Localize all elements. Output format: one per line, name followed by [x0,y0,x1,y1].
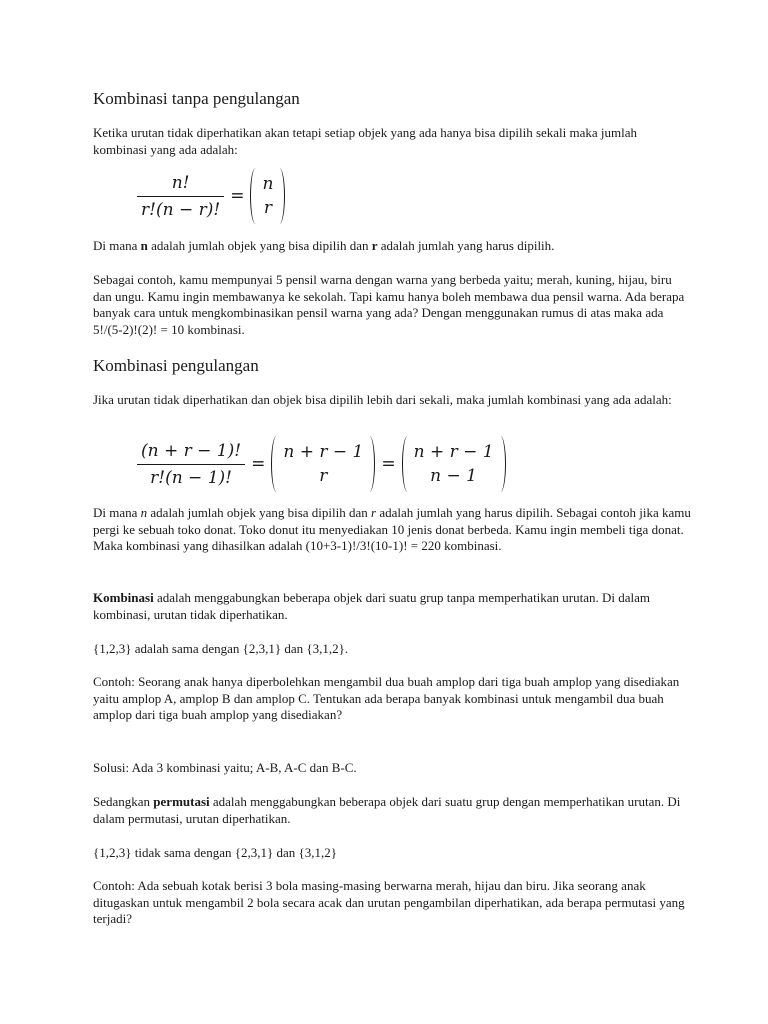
where-prefix: Di mana [93,238,141,253]
where-mid: adalah jumlah objek yang bisa dipilih dan [147,505,371,520]
right-paren [274,168,285,224]
kombinasi-definition-text: adalah menggabungkan beberapa objek dari suatu grup tanpa memperhatikan urutan. Di dalam kombinasi, urutan tidak diperhatikan. [93,590,651,622]
binomial-bottom: n − 1 [430,466,477,486]
formula-combination-repetition [137,440,506,488]
permutasi-prefix: Sedangkan [93,794,154,809]
intro-paragraph-1: Ketika urutan tidak diperhatikan akan tetapi setiap objek yang ada hanya bisa dipilih sekali maka jumlah kombinasi yang ada adalah: [93,125,638,157]
binomial-bottom: r [319,466,328,486]
left-paren [402,436,413,492]
left-paren [271,436,282,492]
kombinasi-contoh: Contoh: Seorang anak hanya diperbolehkan mengambil dua buah amplop dari tiga buah amplop yang disediakan yaitu amplop A, amplop B dan amplop C. Tentukan ada berapa banyak kombinasi untuk mengambil dua buah amplop dari tiga buah amplop yang disediakan? [93,674,680,723]
formula-numerator: n! [137,173,224,197]
binomial-bottom: r [263,198,272,218]
permutasi-definition-text: adalah menggabungkan beberapa objek dari suatu grup dengan memperhatikan urutan. Di dalam permutasi, urutan diperhatikan. [93,794,681,826]
formula-binomial-1 [271,440,375,488]
where-mid: adalah jumlah objek yang bisa dipilih dan [147,238,372,253]
formula-numerator: (n + r − 1)! [137,441,245,465]
kombinasi-definition [93,590,693,623]
var-n: n [140,505,148,520]
permutasi-contoh: Contoh: Ada sebuah kotak berisi 3 bola masing-masing berwarna merah, hijau dan biru. Jika seorang anak ditugaskan untuk mengambil 2 bola secara acak dan urutan pengambilan diperhatikan, ada berapa permutasi yang terjadi? [93,878,685,927]
example-paragraph-1: Sebagai contoh, kamu mempunyai 5 pensil warna dengan warna yang berbeda yaitu; merah, kuning, hijau, biru dan ungu. Kamu ingin membawanya ke sekolah. Tapi kamu hanya boleh membawa dua pensil warna. Ada berapa banyak cara untuk mengkombinasikan pensil warna yang ada? Dengan menggunakan rumus di atas maka ada 5!/(5-2)!(2)! = 10 kombinasi. [93,272,685,337]
permutasi-definition [93,794,693,827]
var-r: r [371,238,378,253]
example-text-2: Sebagai contoh jika kamu pergi ke sebuah toko donat. Toko donut itu menyediakan 10 jenis donat berbeda. Kamu ingin membeli tiga donat. Maka kombinasi yang dihasilkan adalah (10+3-1)!/3!(10-1)! = 220 kombinasi. [93,505,691,554]
right-paren [495,436,506,492]
kombinasi-set-example: {1,2,3} adalah sama dengan {2,3,1} dan {3,1,2}. [93,641,349,656]
binomial-top: n + r − 1 [413,442,494,462]
binomial-top: n [262,174,274,194]
right-paren [364,436,375,492]
formula-denominator: r!(n − r)! [141,199,221,220]
where-suffix: adalah jumlah yang harus dipilih. [376,505,553,520]
intro-paragraph-2: Jika urutan tidak diperhatikan dan objek bisa dipilih lebih dari sekali, maka jumlah kombinasi yang ada adalah: [93,392,672,407]
permutasi-set-example: {1,2,3} tidak sama dengan {2,3,1} dan {3,1,2} [93,845,337,860]
var-n: n [140,238,148,253]
where-paragraph-2 [93,505,693,555]
formula-equals: = [251,454,266,474]
where-prefix: Di mana [93,505,141,520]
binomial-top: n + r − 1 [283,442,364,462]
var-r: r [371,505,377,520]
formula-equals: = [230,186,245,206]
formula-equals-2: = [381,454,396,474]
kombinasi-solusi: Solusi: Ada 3 kombinasi yaitu; A-B, A-C dan B-C. [93,760,357,775]
where-paragraph-1 [93,238,693,255]
formula-combination [137,172,285,220]
where-suffix: adalah jumlah yang harus dipilih. [377,238,555,253]
heading-kombinasi-tanpa-pengulangan: Kombinasi tanpa pengulangan [93,89,300,108]
left-paren [250,168,261,224]
heading-kombinasi-pengulangan: Kombinasi pengulangan [93,356,259,375]
formula-binomial [250,172,285,220]
formula-fraction [137,441,245,488]
formula-fraction [137,173,224,220]
term-permutasi: permutasi [153,794,210,809]
formula-denominator: r!(n − 1)! [150,467,232,488]
term-kombinasi: Kombinasi [93,590,154,605]
formula-binomial-2 [402,440,506,488]
